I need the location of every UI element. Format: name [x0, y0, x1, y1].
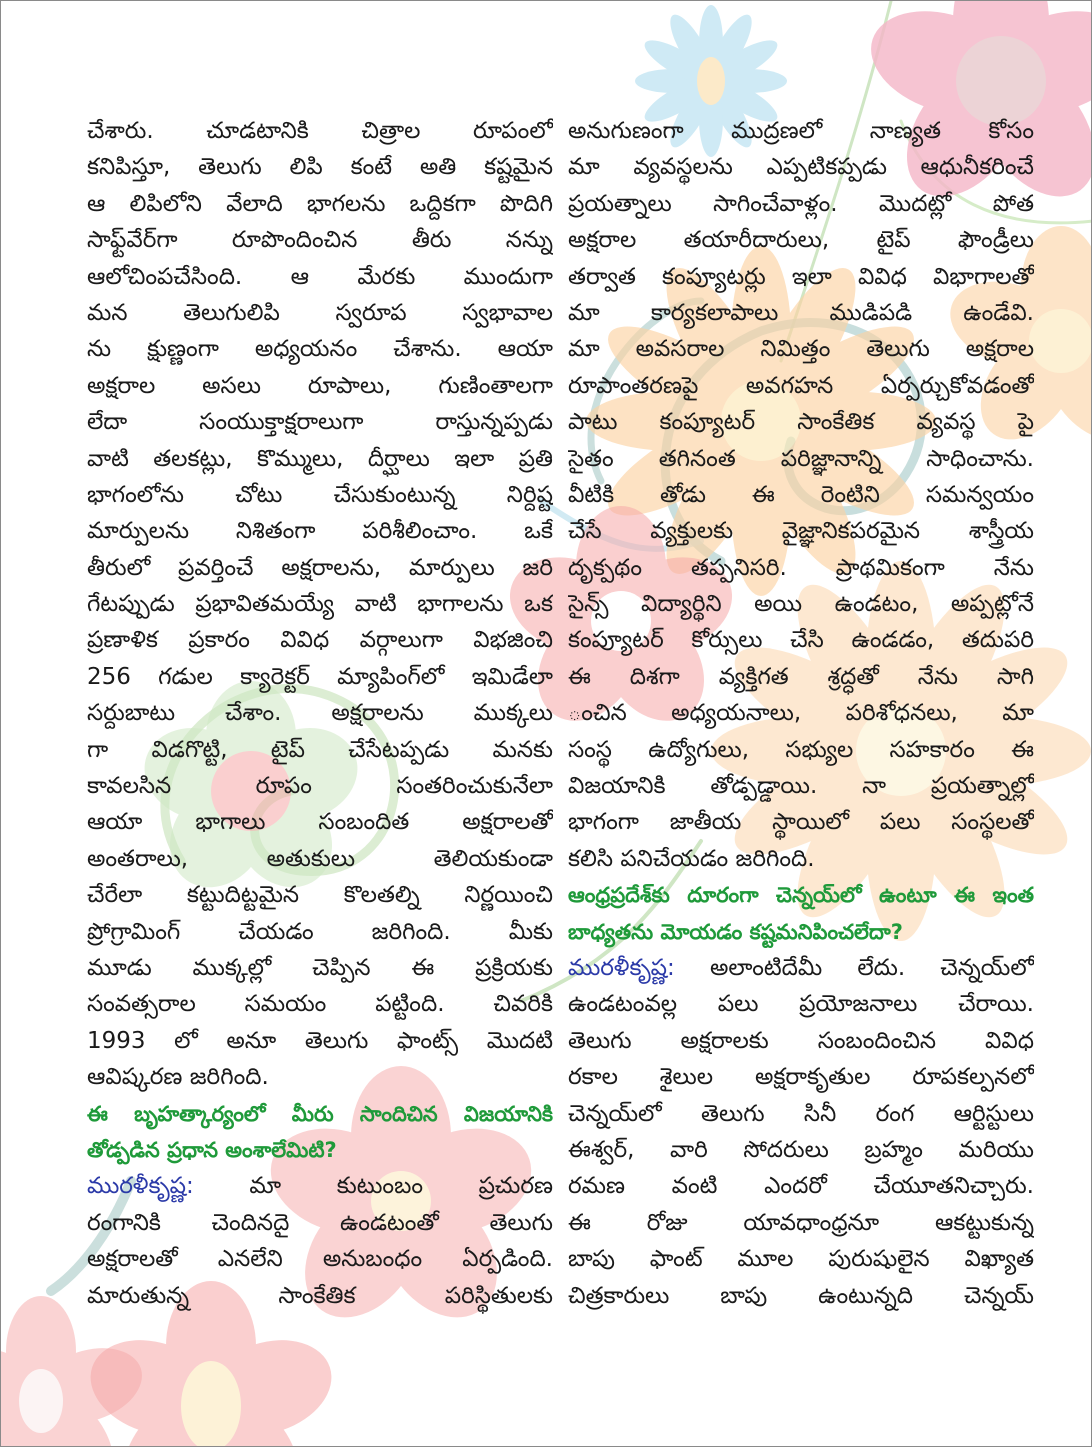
text-line: ంచిన అధ్యయనాలు, పరిశోధనలు, మా	[568, 700, 1034, 727]
text-line: ఈ రోజు యావధాంధ్రనూ ఆకట్టుకున్న	[568, 1209, 1034, 1236]
text-line	[568, 950, 1034, 986]
text-line: కావలసిన రూపం సంతరించుకునేలా	[87, 773, 553, 800]
text-line: ప్రోగ్రామింగ్ చేయడం జరిగింది. మీకు	[87, 918, 553, 945]
text-line: రమణ వంటి ఎందరో చేయూతనిచ్చారు.	[568, 1173, 1034, 1200]
text-line: బాపు ఫాంట్ మూల పురుషులైన విఖ్యాత	[568, 1246, 1034, 1273]
interview-answer	[87, 1168, 553, 1314]
text-line: గా విడగొట్టి, టైప్ చేసేటప్పడు మనకు	[87, 736, 553, 763]
text-line: ఈశ్వర్, వారి సోదరులు బ్రహ్మం మరియు	[568, 1136, 1034, 1163]
text-line: అనుగుణంగా ముద్రణలో నాణ్యత కోసం	[568, 118, 1034, 144]
right-paragraph-1	[568, 113, 1034, 877]
interview-question	[568, 877, 1034, 950]
text-line: ఆ లిపిలోని వేలాది భాగలను ఒద్దికగా పొదిగి	[87, 190, 553, 217]
answer-text: అలాంటిదేమీ లేదు. చెన్నయ్‌లో	[674, 954, 1034, 981]
text-line: మన తెలుగులిపి స్వరూప స్వభావాల	[87, 299, 553, 326]
text-line: దృక్పథం తప్పనిసరి. ప్రాథమికంగా నేను	[568, 554, 1034, 581]
question-line: ఈ బృహత్కార్యంలో మీరు సాందిచిన విజయానికి	[87, 1101, 553, 1126]
text-line: చేసే వ్యక్తులకు వైజ్ఞానికపరమైన శాస్త్రీయ	[568, 518, 1034, 545]
text-line: మా కార్యకలాపాలు ముడిపడి ఉండేవి.	[568, 299, 1034, 326]
text-line: ఆలోచింపచేసింది. ఆ మేరకు ముందుగా	[87, 263, 553, 290]
interview-answer	[568, 950, 1034, 1314]
text-line: ఈ దిశగా వ్యక్తిగత శ్రద్ధతో నేను సాగి	[568, 663, 1034, 690]
text-line: అక్షరాలతో ఎనలేని అనుబంధం ఏర్పడింది.	[87, 1246, 553, 1273]
text-line: మా అవసరాల నిమిత్తం తెలుగు అక్షరాల	[568, 336, 1034, 363]
text-line: ప్రణాళిక ప్రకారం వివిధ వర్గాలుగా విభజించి	[87, 627, 553, 654]
text-line: కంప్యూటర్ కోర్సులు చేసి ఉండడం, తదుపరి	[568, 627, 1034, 654]
text-line: ఉండటంవల్ల పలు ప్రయోజనాలు చేరాయి.	[568, 991, 1034, 1018]
speaker-name: మురళీకృష్ణ:	[568, 954, 675, 981]
text-line: అంతరాలు, అతుకులు తెలియకుండా	[87, 845, 553, 872]
text-line: రంగానికి చెందినదై ఉండటంతో తెలుగు	[87, 1209, 553, 1236]
text-line	[87, 1168, 553, 1204]
text-line: సంస్థ ఉద్యోగులు, సభ్యుల సహకారం ఈ	[568, 736, 1034, 763]
text-line: అక్షరాల అసలు రూపాలు, గుణింతాలగా	[87, 372, 553, 399]
text-line: చేరేలా కట్టుదిట్టమైన కొలతల్ని నిర్ణయించి	[87, 882, 553, 909]
text-line: రకాల శైలుల అక్షరాకృతుల రూపకల్పనలో	[568, 1064, 1034, 1091]
interview-question	[87, 1096, 553, 1169]
text-line: సర్దుబాటు చేశాం. అక్షరాలను ముక్కలు	[87, 700, 553, 727]
text-line: వాటి తలకట్లు, కొమ్ములు, దీర్ఘాలు ఇలా ప్రతి	[87, 445, 553, 472]
text-line: కనిపిస్తూ, తెలుగు లిపి కంటే అతి కష్టమైన	[87, 154, 553, 181]
left-paragraph-1	[87, 113, 553, 1096]
text-line: తెలుగు అక్షరాలకు సంబందించిన వివిధ	[568, 1027, 1034, 1054]
speaker-name: మురళీకృష్ణ:	[87, 1173, 194, 1200]
answer-text: మా కుటుంబం ప్రచురణ	[193, 1173, 553, 1200]
text-line: సైన్స్ విద్యార్థిని అయి ఉండటం, అప్పట్లోనే	[568, 591, 1034, 618]
question-line: తోడ్పడిన ప్రధాన అంశాలేమిటి?	[87, 1137, 337, 1162]
text-line: విజయానికి తోడ్పడ్డాయి. నా ప్రయత్నాల్లో	[568, 773, 1034, 800]
question-line: ఆంధ్రప్రదేశ్‌కు దూరంగా చెన్నయ్‌లో ఉంటూ ఈ ఇంత	[568, 883, 1034, 908]
text-line: సాఫ్ట్‌వేర్‌గా రూపొందించిన తీరు నన్ను	[87, 227, 553, 254]
text-line: సంవత్సరాల సమయం పట్టింది. చివరికి	[87, 991, 553, 1018]
text-line: మా వ్యవస్థలను ఎప్పటికప్పడు ఆధునీకరించే	[568, 154, 1034, 181]
text-line: అక్షరాల తయారీదారులు, టైప్ ఫౌండ్రీలు	[568, 227, 1034, 254]
text-line: మార్పులను నిశితంగా పరిశీలించాం. ఒకే	[87, 518, 553, 545]
text-line: 1993 లో అనూ తెలుగు ఫాంట్స్ మొదటి	[87, 1027, 553, 1054]
text-line: 256 గడుల క్యారెక్టర్ మ్యాపింగ్‌లో ఇమిడేలా	[87, 663, 553, 690]
right-column	[568, 113, 1034, 1314]
text-line: మారుతున్న సాంకేతిక పరిస్థితులకు	[87, 1282, 553, 1309]
text-line: చెన్నయ్‌లో తెలుగు సినీ రంగ ఆర్టిస్టులు	[568, 1100, 1034, 1127]
text-line: ను క్షుణ్ణంగా అధ్యయనం చేశాను. ఆయా	[87, 336, 553, 363]
text-line: తర్వాత కంప్యూటర్లు ఇలా వివిధ విభాగాలతో	[568, 263, 1034, 290]
text-line: చిత్రకారులు బాపు ఉంటున్నది చెన్నయ్	[568, 1282, 1034, 1309]
text-line: ప్రయత్నాలు సాగించేవాళ్లం. మొదట్లో పోత	[568, 190, 1034, 217]
left-column	[87, 113, 553, 1314]
text-line: కలిసి పనిచేయడం జరిగింది.	[568, 845, 815, 872]
text-line: పాటు కంప్యూటర్ సాంకేతిక వ్యవస్థ పై	[568, 409, 1034, 436]
text-line: మూడు ముక్కల్లో చెప్పిన ఈ ప్రక్రియకు	[87, 954, 553, 981]
text-line: చేశారు. చూడటానికి చిత్రాల రూపంలో	[87, 118, 553, 144]
text-line: ఆవిష్కరణ జరిగింది.	[87, 1064, 269, 1091]
text-line: ఆయా భాగాలు సంబందిత అక్షరాలతో	[87, 809, 553, 836]
text-line: లేదా సంయుక్తాక్షరాలుగా రాస్తున్నప్పడు	[87, 409, 553, 436]
text-line: రూపాంతరణపై అవగహన ఏర్పర్చుకోవడంతో	[568, 372, 1034, 399]
text-line: భాగంలోను చోటు చేసుకుంటున్న నిర్దిష్ట	[87, 481, 553, 508]
text-line: తీరులో ప్రవర్తించే అక్షరాలను, మార్పులు జరి	[87, 554, 553, 581]
text-line: గేటప్పుడు ప్రభావితమయ్యే వాటి భాగాలను ఒక	[87, 591, 553, 618]
text-line: వీటికి తోడు ఈ రెంటిని సమన్వయం	[568, 481, 1034, 508]
question-line: బాధ్యతను మోయడం కష్టమనిపించలేదా?	[568, 919, 903, 944]
text-line: భాగంగా జాతీయ స్థాయిలో పలు సంస్థలతో	[568, 809, 1034, 836]
text-line: సైతం తగినంత పరిజ్ఞానాన్ని సాధించాను.	[568, 445, 1034, 472]
